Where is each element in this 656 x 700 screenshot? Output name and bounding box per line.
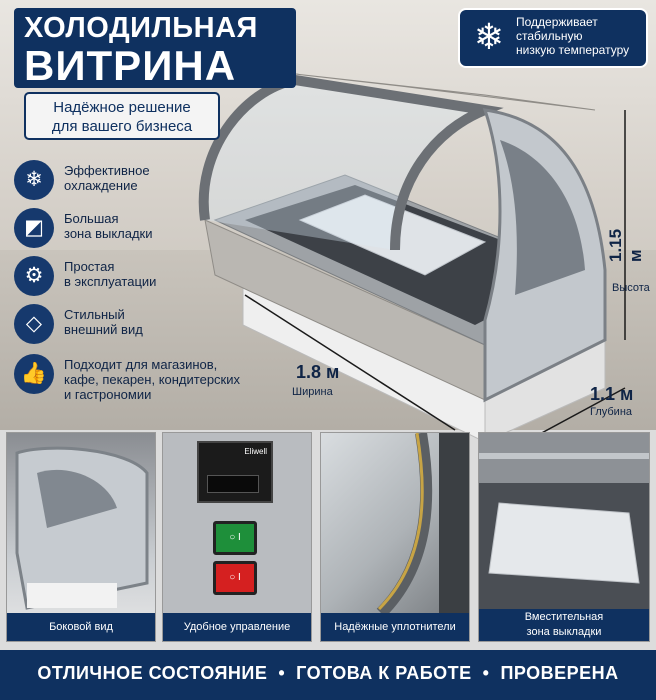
gear-icon: ⚙	[14, 256, 54, 296]
snowflake-icon: ❄	[14, 160, 54, 200]
width-label: Ширина	[292, 386, 333, 398]
feature-line: Простая	[64, 259, 115, 274]
thumbnail-seals	[320, 432, 470, 642]
footer-banner: ОТЛИЧНОЕ СОСТОЯНИЕ • ГОТОВА К РАБОТЕ • ПРОВЕРЕНА	[0, 650, 656, 700]
feature-line: охлаждение	[64, 178, 138, 193]
thumbnail-caption: Боковой вид	[7, 613, 155, 641]
thumbnail-controls	[162, 432, 312, 642]
subtitle-line2: для вашего бизнеса	[51, 118, 193, 135]
subtitle-line1: Надёжное решение	[53, 99, 191, 116]
feature-line: Подходит для магазинов,	[64, 357, 218, 372]
thumbnail-caption: Надёжные уплотнители	[321, 613, 469, 641]
snowflake-icon: ❄	[473, 16, 505, 57]
width-value: 1.8 м	[296, 362, 340, 382]
feature-line: зона выкладки	[64, 226, 153, 241]
height-label: Высота	[612, 282, 650, 294]
green-power-switch[interactable]: ○ I	[213, 521, 257, 555]
thumbnail-caption: Удобное управление	[163, 613, 311, 641]
feature-line: в эксплуатации	[64, 274, 157, 289]
title-line1: ХОЛОДИЛЬНАЯ	[24, 12, 258, 44]
thumbnail-display-area	[478, 432, 650, 642]
title-line2: ВИТРИНА	[24, 42, 237, 89]
height-value: 1.15 м	[606, 228, 645, 262]
feature-line: Большая	[64, 211, 119, 226]
side-view-image	[7, 433, 155, 613]
thumbnail-side-view	[6, 432, 156, 642]
feature-line: и гастрономии	[64, 387, 152, 402]
feature-line: Эффективное	[64, 163, 150, 178]
depth-label: Глубина	[590, 406, 633, 418]
subtitle-box	[24, 92, 220, 140]
display-area-image	[479, 433, 649, 613]
thumbnail-caption	[479, 609, 649, 641]
temperature-line3: низкую температуру	[516, 43, 630, 57]
thumbnail-caption-line1: Вместительная	[524, 611, 604, 623]
feature-line: кафе, пекарен, кондитерских	[64, 372, 240, 387]
controller-brand: Eliwell	[244, 447, 267, 456]
thumbs-up-icon: 👍	[14, 354, 54, 394]
diamond-icon: ◇	[14, 304, 54, 344]
feature-line: внешний вид	[64, 322, 143, 337]
temperature-line1: Поддерживает	[516, 15, 598, 29]
depth-value: 1.1 м	[590, 384, 634, 404]
thumbnail-caption-line2: зона выкладки	[526, 626, 602, 638]
controller-display	[207, 475, 259, 493]
seals-image	[321, 433, 469, 613]
temperature-badge-text	[516, 15, 644, 57]
feature-line: Стильный	[64, 307, 125, 322]
controller-panel	[197, 441, 273, 503]
red-power-switch[interactable]: ○ I	[213, 561, 257, 595]
display-area-icon: ◩	[14, 208, 54, 248]
temperature-line2: стабильную	[516, 29, 583, 43]
